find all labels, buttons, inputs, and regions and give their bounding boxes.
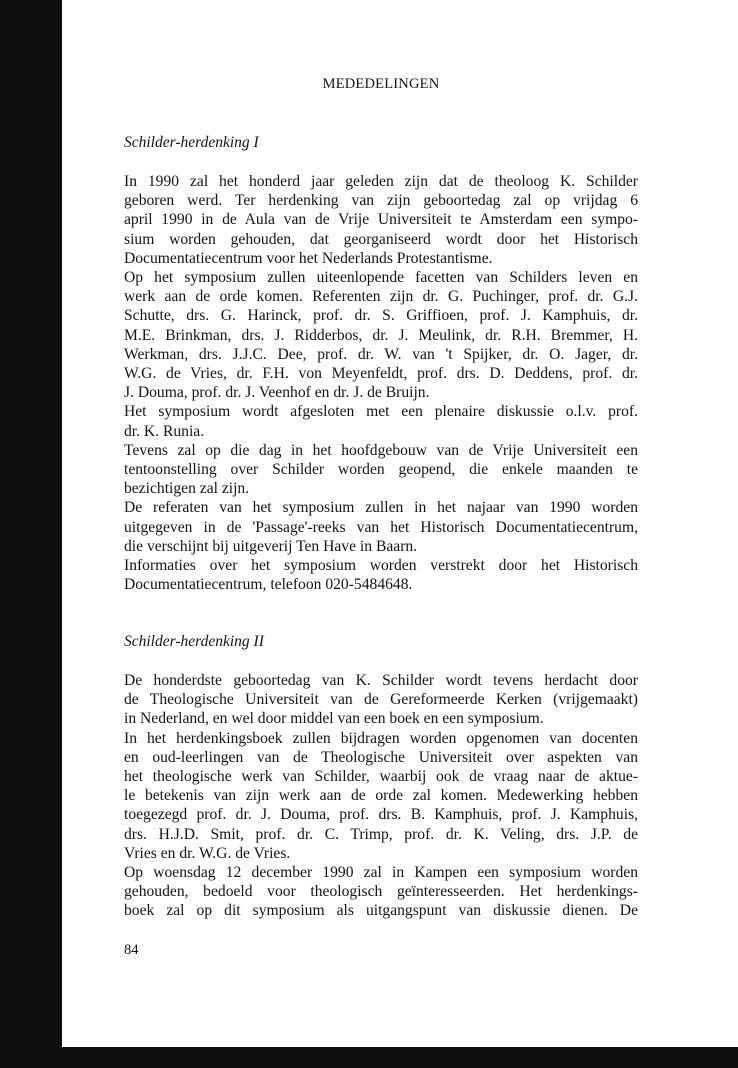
running-head: MEDEDELINGEN	[322, 76, 440, 92]
text-line: Documentatiecentrum, telefoon 020-5484648.	[124, 576, 413, 594]
text-line: W.G. de Vries, dr. F.H. von Meyenfeldt, prof. drs. D. Deddens, prof. dr.	[124, 365, 638, 383]
text-line: werk aan de orde komen. Referenten zijn dr. G. Puchinger, prof. dr. G.J.	[124, 288, 638, 306]
section-body-schilder-herdenking-2	[124, 671, 638, 921]
text-line: geboren werd. Ter herdenking van zijn geboortedag zal op vrijdag 6	[124, 192, 638, 210]
text-line: Werkman, drs. J.J.C. Dee, prof. dr. W. van 't Spijker, dr. O. Jager, dr.	[124, 345, 638, 363]
text-line: sium worden gehouden, dat georganiseerd wordt door het Historisch	[124, 230, 638, 248]
text-line: de Theologische Universiteit van de Gereformeerde Kerken (vrijgemaakt)	[124, 691, 638, 709]
text-line: en oud-leerlingen van de Theologische Universiteit over aspekten van	[124, 748, 638, 766]
text-line: boek zal op dit symposium als uitgangspunt van diskussie dienen. De	[124, 902, 638, 920]
text-line: toegezegd prof. dr. J. Douma, prof. drs. B. Kamphuis, prof. J. Kamphuis,	[124, 806, 638, 824]
scan-border-bottom	[0, 1047, 738, 1068]
section-title-schilder-herdenking-1: Schilder-herdenking I	[124, 134, 259, 151]
text-line: drs. H.J.D. Smit, prof. dr. C. Trimp, prof. dr. K. Veling, drs. J.P. de	[124, 825, 638, 843]
text-line: bezichtigen zal zijn.	[124, 480, 250, 498]
text-line: tentoonstelling over Schilder worden geopend, die enkele maanden te	[124, 461, 638, 479]
text-line: le betekenis van zijn werk aan de orde zal komen. Medewerking hebben	[124, 787, 638, 805]
text-line: gehouden, bedoeld voor theologisch geïnteresseerden. Het herdenkings-	[124, 883, 638, 901]
text-line: Informaties over het symposium worden verstrekt door het Historisch	[124, 557, 638, 575]
text-line: Tevens zal op die dag in het hoofdgebouw van de Vrije Universiteit een	[124, 441, 638, 459]
scan-border-left	[0, 0, 62, 1068]
text-line: het theologische werk van Schilder, waarbij ook de vraag naar de aktue-	[124, 768, 638, 786]
text-line: De referaten van het symposium zullen in het najaar van 1990 worden	[124, 499, 638, 517]
text-line: De honderdste geboortedag van K. Schilder wordt tevens herdacht door	[124, 672, 638, 689]
text-line: Vries en dr. W.G. de Vries.	[124, 844, 291, 862]
text-line: Op het symposium zullen uiteenlopende facetten van Schilders leven en	[124, 269, 638, 287]
text-line: J. Douma, prof. dr. J. Veenhof en dr. J. de Bruijn.	[124, 384, 430, 402]
text-line: In 1990 zal het honderd jaar geleden zijn dat de theoloog K. Schilder	[124, 173, 638, 190]
text-line: in Nederland, en wel door middel van een boek en een symposium.	[124, 710, 544, 728]
text-line: Op woensdag 12 december 1990 zal in Kampen een symposium worden	[124, 864, 638, 882]
text-line: dr. K. Runia.	[124, 422, 205, 440]
section-title-schilder-herdenking-2: Schilder-herdenking II	[124, 633, 264, 650]
text-line: In het herdenkingsboek zullen bijdragen worden opgenomen van docenten	[124, 729, 638, 747]
section-body-schilder-herdenking-1	[124, 172, 638, 594]
text-line: uitgegeven in de 'Passage'-reeks van het Historisch Documentatiecentrum,	[124, 518, 638, 536]
text-line: april 1990 in de Aula van de Vrije Universiteit te Amsterdam een sympo-	[124, 211, 638, 229]
text-line: Schutte, drs. G. Harinck, prof. dr. S. Griffioen, prof. J. Kamphuis, dr.	[124, 307, 638, 325]
text-line: Het symposium wordt afgesloten met een plenaire diskussie o.l.v. prof.	[124, 403, 638, 421]
text-line: M.E. Brinkman, drs. J. Ridderbos, dr. J. Meulink, dr. R.H. Bremmer, H.	[124, 326, 638, 344]
page-number: 84	[124, 942, 139, 958]
text-line: die verschijnt bij uitgeverij Ten Have in Baarn.	[124, 537, 418, 555]
text-line: Documentatiecentrum voor het Nederlands Protestantisme.	[124, 249, 493, 267]
